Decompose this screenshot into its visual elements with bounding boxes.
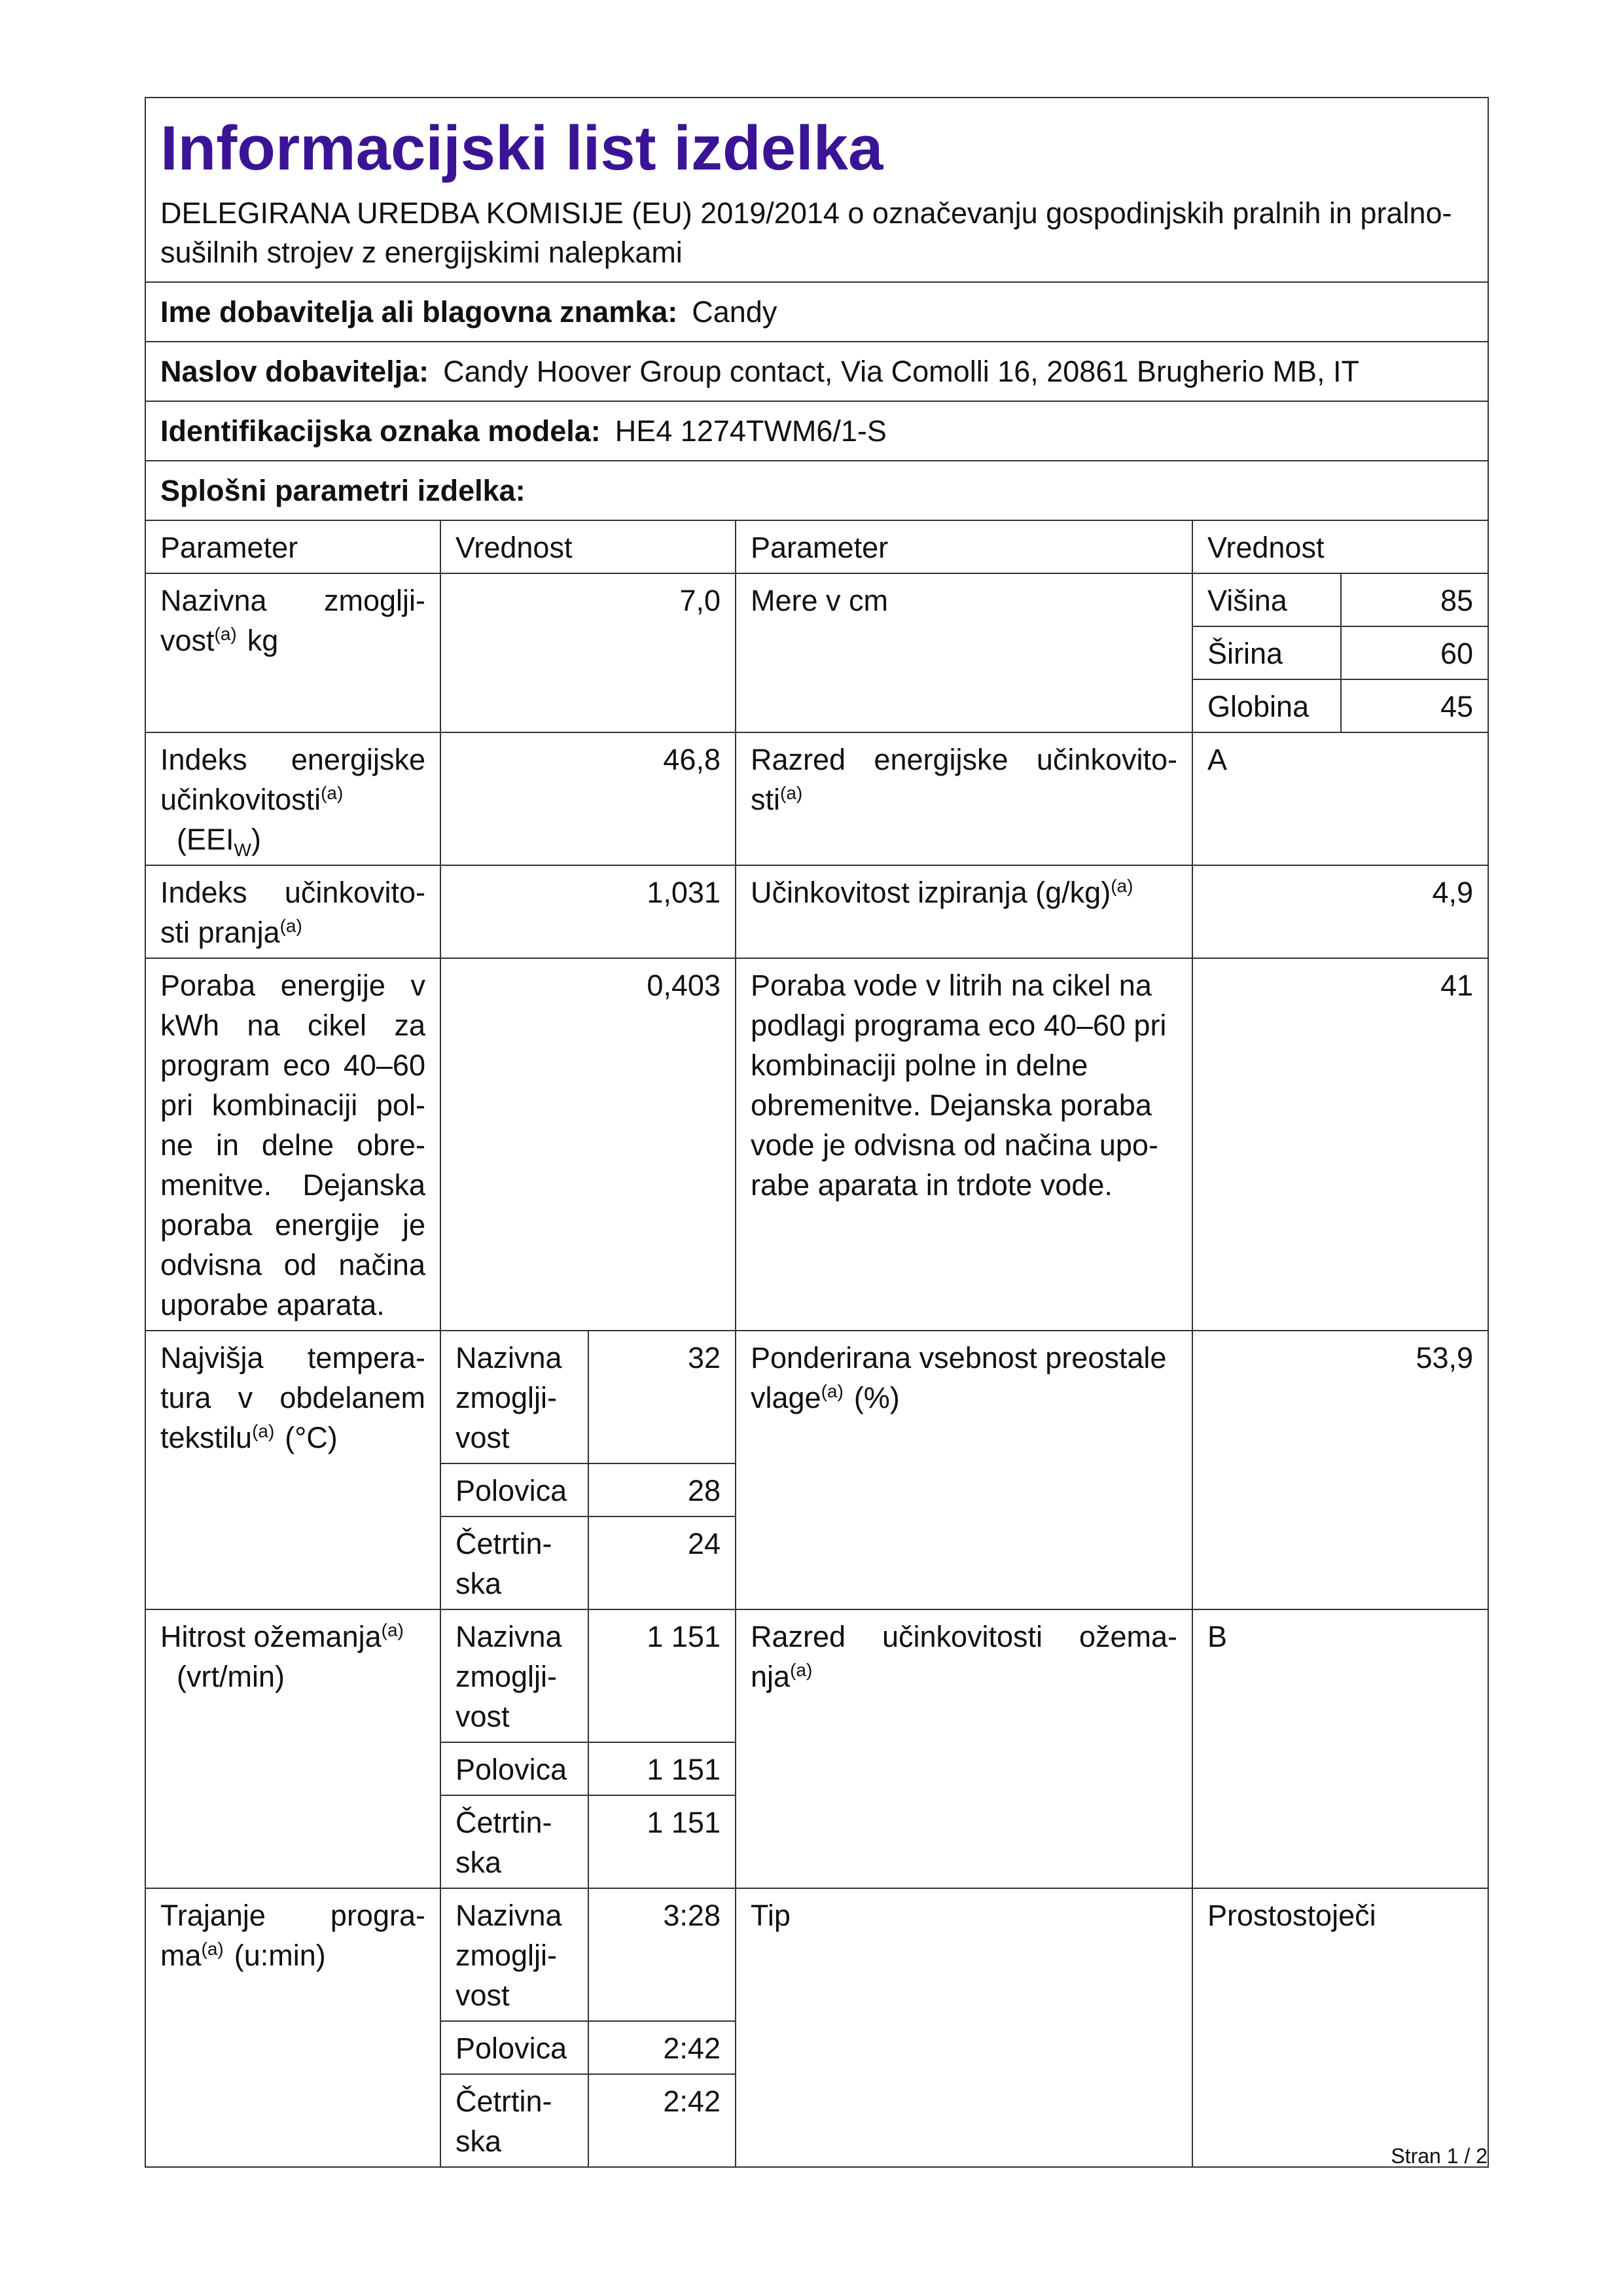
spin-full-value: 1 151 [588, 1609, 736, 1742]
table-row [145, 958, 1488, 1331]
water-consumption-value: 41 [1192, 958, 1488, 1331]
max-temperature-unit: (°C) [285, 1421, 338, 1454]
footnote-marker: (a) [252, 1421, 275, 1441]
temperature-full-label: Nazivna zmoglji-vost [440, 1331, 588, 1463]
footnote-marker: (a) [821, 1381, 844, 1401]
moisture-label: Ponderirana vsebnost preostale vlage$^{(a)}$ (%) [736, 1331, 1192, 1609]
product-information-sheet [145, 97, 1488, 2168]
spin-speed-unit: (vrt/min) [177, 1660, 285, 1693]
temperature-full-value: 32 [588, 1331, 736, 1463]
column-header-parameter-right: Parameter [736, 520, 1192, 573]
capacity-value: 7,0 [440, 573, 736, 732]
width-value: 60 [1341, 626, 1488, 679]
duration-full-label: Nazivna zmoglji-vost [440, 1888, 588, 2021]
address-label: Naslov dobavitelja: [160, 355, 429, 388]
supplier-row [145, 282, 1488, 342]
model-row [145, 401, 1488, 461]
title-cell [145, 98, 1488, 282]
eei-unit-subscript: W [234, 840, 251, 860]
regulation-subtitle: DELEGIRANA UREDBA KOMISIJE (EU) 2019/2014 o označevanju gospodinjskih pralnih in pralno-sušilnih strojev z energijskimi nalepkami [160, 196, 1452, 269]
energy-class-label: Razred energijske učinkovito-sti$^{(a)}$ [736, 732, 1192, 865]
footnote-marker: (a) [321, 783, 344, 803]
spin-half-label: Polovica [440, 1742, 588, 1795]
supplier-value: Candy [692, 295, 777, 329]
temperature-half-label: Polovica [440, 1463, 588, 1516]
spin-full-label: Nazivna zmoglji-vost [440, 1609, 588, 1742]
column-header-value-right: Vrednost [1192, 520, 1488, 573]
moisture-unit: (%) [853, 1381, 900, 1414]
footnote-marker: (a) [214, 624, 237, 644]
spin-half-value: 1 151 [588, 1742, 736, 1795]
duration-quarter-label: Četrtin-ska [440, 2074, 588, 2167]
temperature-quarter-value: 24 [588, 1516, 736, 1609]
table-row [145, 732, 1488, 865]
footnote-marker: (a) [780, 783, 803, 803]
model-value: HE4 1274TWM6/1-S [615, 414, 887, 448]
energy-class-value: A [1192, 732, 1488, 865]
washing-index-value: 1,031 [440, 865, 736, 958]
height-label: Višina [1192, 573, 1341, 626]
capacity-label: Nazivna zmoglji-vost$^{(a)}$ kg [145, 573, 440, 732]
washing-index-label: Indeks učinkovito-sti pranja$^{(a)}$ [145, 865, 440, 958]
energy-consumption-value: 0,403 [440, 958, 736, 1331]
page-title: Informacijski list izdelka [160, 113, 883, 183]
dimensions-label: Mere v cm [736, 573, 1192, 732]
table-row [145, 573, 1488, 626]
model-label: Identifikacijska oznaka modela: [160, 414, 601, 448]
table-row [145, 1609, 1488, 1742]
duration-half-label: Polovica [440, 2021, 588, 2074]
column-header-parameter-left: Parameter [145, 520, 440, 573]
duration-full-value: 3:28 [588, 1888, 736, 2021]
footnote-marker: (a) [790, 1660, 813, 1680]
width-label: Širina [1192, 626, 1341, 679]
duration-unit: (u:min) [234, 1939, 326, 1972]
general-params-heading: Splošni parametri izdelka: [160, 474, 526, 507]
column-header-value-left: Vrednost [440, 520, 736, 573]
temperature-quarter-label: Četrtin-ska [440, 1516, 588, 1609]
table-row [145, 1331, 1488, 1463]
duration-half-value: 2:42 [588, 2021, 736, 2074]
depth-label: Globina [1192, 679, 1341, 732]
spin-class-label: Razred učinkovitosti ožema-nja$^{(a)}$ [736, 1609, 1192, 1888]
footnote-marker: (a) [1111, 876, 1133, 896]
table-row [145, 1888, 1488, 2021]
height-value: 85 [1341, 573, 1488, 626]
footnote-marker: (a) [381, 1620, 404, 1640]
address-value: Candy Hoover Group contact, Via Comolli 16, 20861 Brugherio MB, IT [443, 355, 1360, 388]
duration-quarter-value: 2:42 [588, 2074, 736, 2167]
duration-label: Trajanje progra-$ma^{(a)}$ (u:min) [145, 1888, 440, 2167]
page-number: Stran 1 / 2 [1391, 2144, 1488, 2168]
eei-value: 46,8 [440, 732, 736, 865]
eei-label: Indeks energijske učinkovitosti$^{(a)}$ $(EEI_W)$ [145, 732, 440, 865]
table-row [145, 865, 1488, 958]
energy-consumption-label: Poraba energije v kWh na cikel za program eco 40–60 pri kombinaciji pol-ne in delne obre-menitve. Dejanska poraba energije je odvisna od načina uporabe aparata. [145, 958, 440, 1331]
moisture-value: 53,9 [1192, 1331, 1488, 1609]
max-temperature-label: Najvišja tempera-tura v obdelanem tekstilu$^{(a)}$ (°C) [145, 1331, 440, 1609]
column-header-row [145, 520, 1488, 573]
rinsing-label: Učinkovitost izpiranja $(g/kg)^{(a)}$ [736, 865, 1192, 958]
type-label: Tip [736, 1888, 1192, 2167]
spin-class-value: B [1192, 1609, 1488, 1888]
address-row [145, 342, 1488, 401]
footnote-marker: (a) [279, 916, 302, 936]
spin-quarter-value: 1 151 [588, 1795, 736, 1888]
spin-quarter-label: Četrtin-ska [440, 1795, 588, 1888]
type-value: Prostostoječi [1192, 1888, 1488, 2167]
rinsing-value: 4,9 [1192, 865, 1488, 958]
temperature-half-value: 28 [588, 1463, 736, 1516]
footnote-marker: (a) [201, 1939, 224, 1959]
product-info-table [145, 97, 1489, 2168]
eei-unit: EEI [187, 823, 234, 856]
general-params-row [145, 461, 1488, 520]
water-consumption-label: Poraba vode v litrih na cikel na podlagi programa eco 40–60 pri kombinaciji polne in delne obremenitve. Dejanska poraba vode je odvisna od načina upo-rabe aparata in trdote vode. [736, 958, 1192, 1331]
supplier-label: Ime dobavitelja ali blagovna znamka: [160, 295, 678, 329]
spin-speed-label: Hitrost ožemanja$^{(a)}$ (vrt/min) [145, 1609, 440, 1888]
depth-value: 45 [1341, 679, 1488, 732]
capacity-unit: kg [247, 624, 279, 657]
